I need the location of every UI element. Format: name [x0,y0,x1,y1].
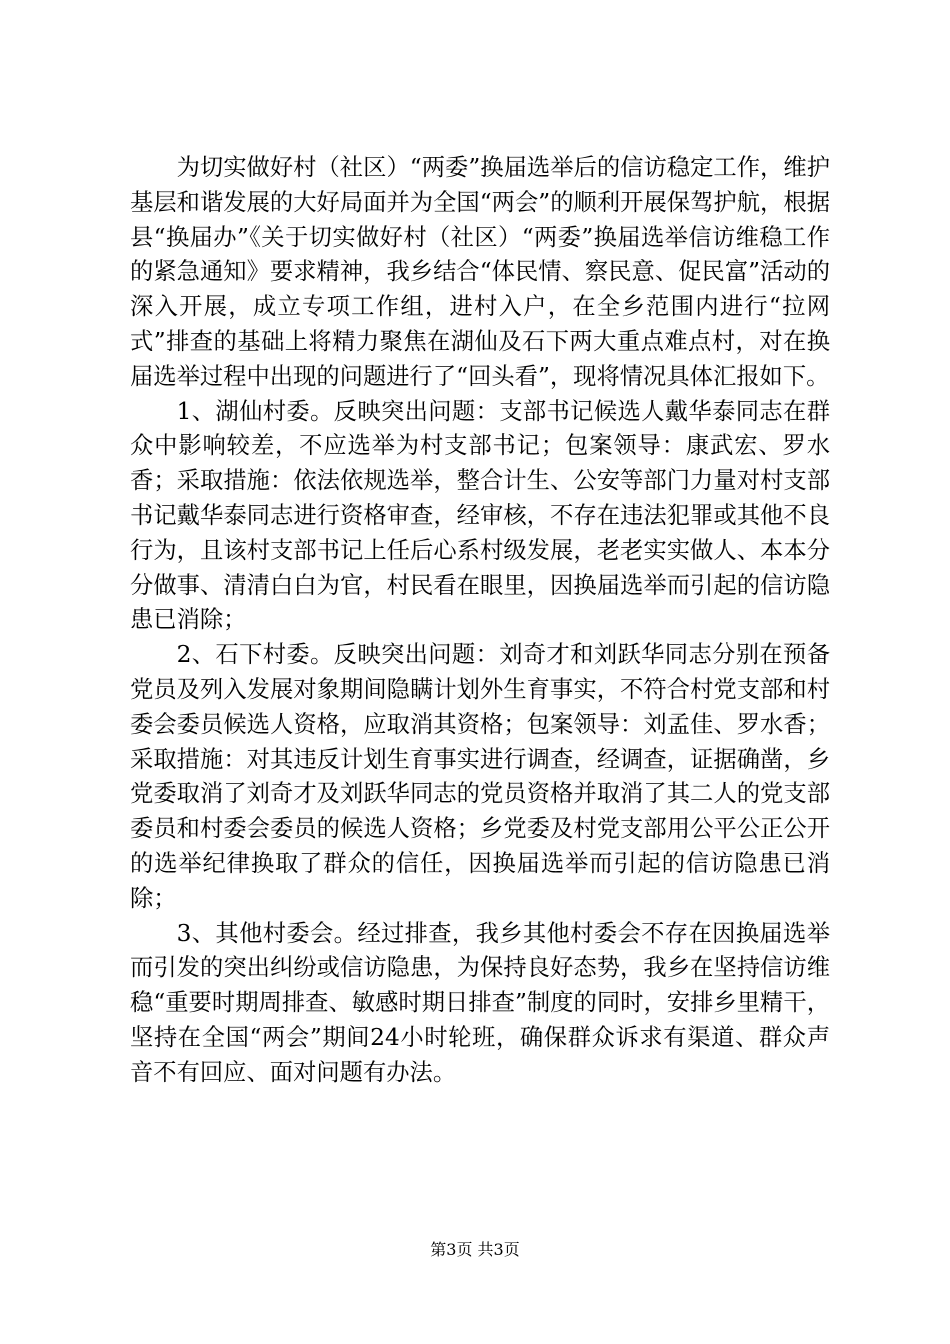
document-body [130,151,830,1091]
page-number-current: 第3页 [430,1240,473,1259]
paragraph-item-1: 1、湖仙村委。反映突出问题：支部书记候选人戴华泰同志在群众中影响较差，不应选举为村支部书记；包案领导：康武宏、罗水香；采取措施：依法依规选举，整合计生、公安等部门力量对村支部书记戴华泰同志进行资格审查，经审核，不存在违法犯罪或其他不良行为，且该村支部书记上任后心系村级发展，老老实实做人、本本分分做事、清清白白为官，村民看在眼里，因换届选举而引起的信访隐患已消除； [130,397,830,634]
paragraph-item-2: 2、石下村委。反映突出问题：刘奇才和刘跃华同志分别在预备党员及列入发展对象期间隐瞒计划外生育事实，不符合村党支部和村委会委员候选人资格，应取消其资格；包案领导：刘孟佳、罗水香；采取措施：对其违反计划生育事实进行调查，经调查，证据确凿，乡党委取消了刘奇才及刘跃华同志的党员资格并取消了其二人的党支部委员和村委会委员的候选人资格；乡党委及村党支部用公平公正公开的选举纪律换取了群众的信任，因换届选举而引起的信访隐患已消除； [130,641,830,912]
paragraph-intro: 为切实做好村（社区）“两委”换届选举后的信访稳定工作，维护基层和谐发展的大好局面并为全国“两会”的顺利开展保驾护航，根据县“换届办”《关于切实做好村（社区）“两委”换届选举信访维稳工作的紧急通知》要求精神，我乡结合“体民情、察民意、促民富”活动的深入开展，成立专项工作组，进村入户，在全乡范围内进行“拉网式”排查的基础上将精力聚焦在湖仙及石下两大重点难点村，对在换届选举过程中出现的问题进行了“回头看”，现将情况具体汇报如下。 [130,154,830,390]
page-footer [0,1240,950,1260]
paragraph-item-3: 3、其他村委会。经过排查，我乡其他村委会不存在因换届选举而引发的突出纠纷或信访隐患，为保持良好态势，我乡在坚持信访维稳“重要时期周排查、敏感时期日排查”制度的同时，安排乡里精干，坚持在全国“两会”期间24小时轮班，确保群众诉求有渠道、群众声音不有回应、面对问题有办法。 [130,919,830,1086]
page-number-total: 共3页 [477,1240,520,1259]
